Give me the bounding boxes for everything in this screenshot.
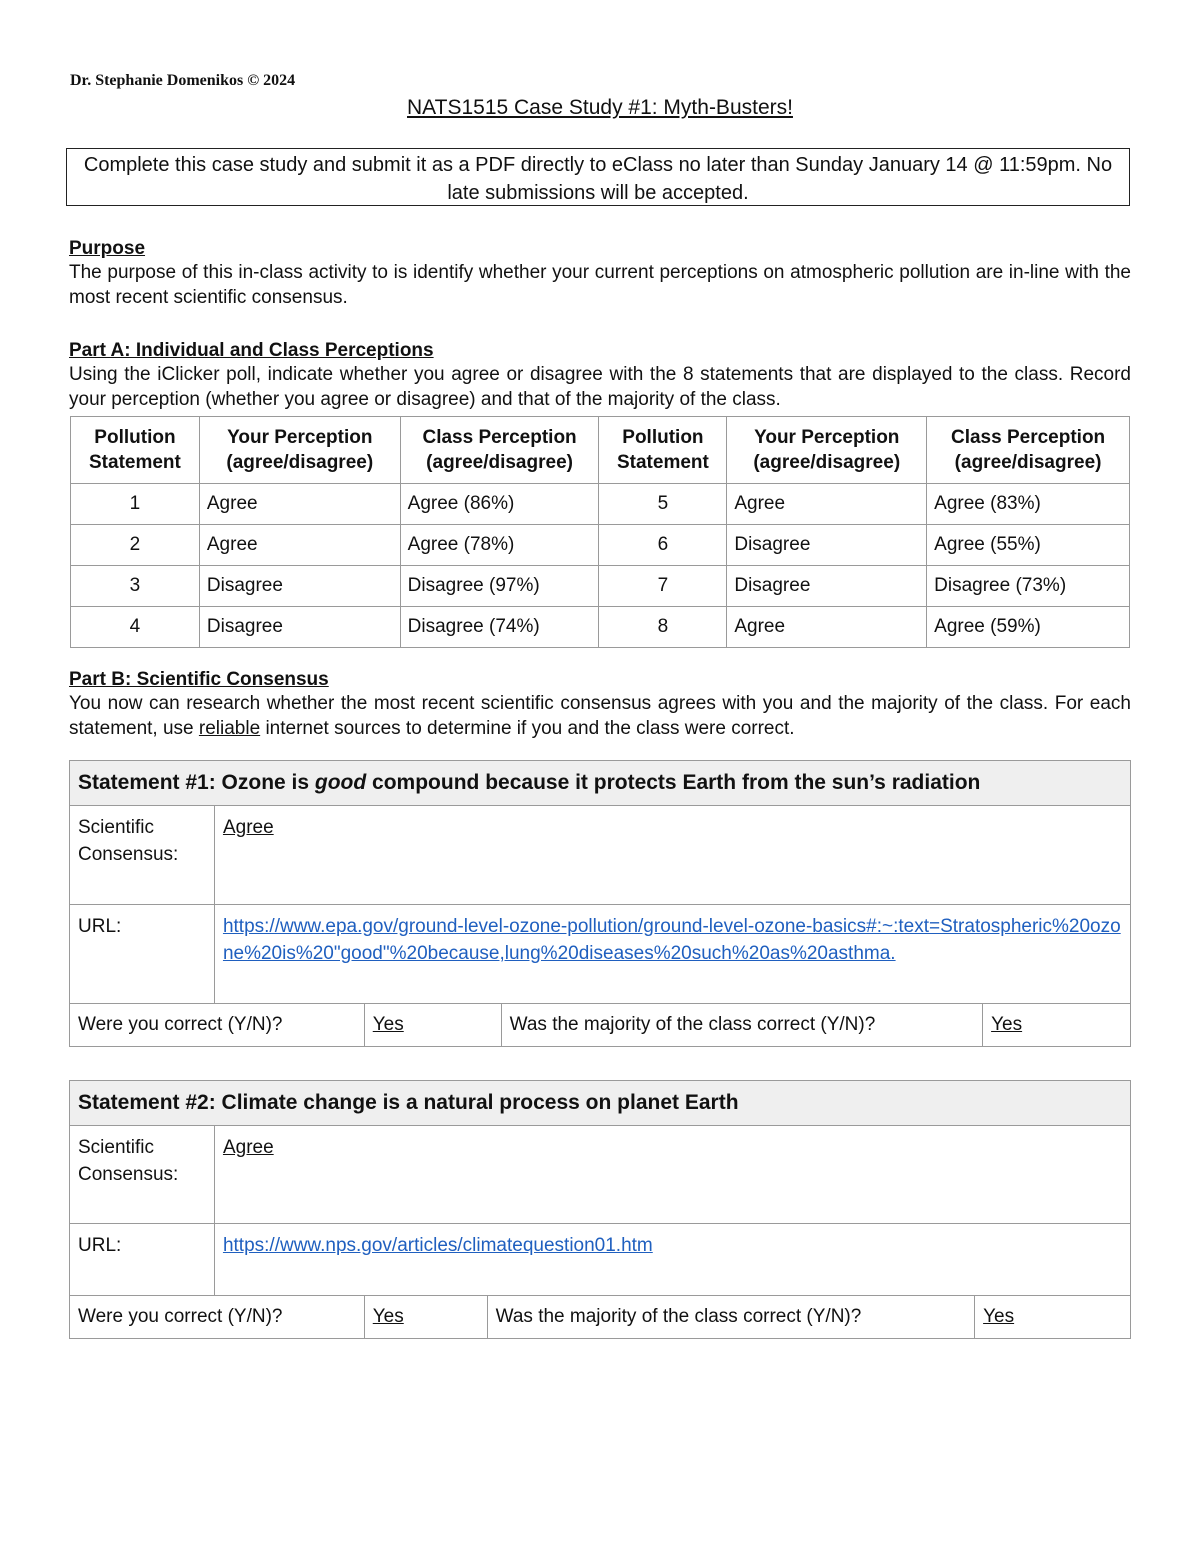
perception-table-header [71, 417, 1130, 484]
header-cell: Your Perception (agree/disagree) [727, 417, 927, 484]
table-row [71, 525, 1130, 566]
class-perception-cell: Agree (59%) [927, 607, 1130, 648]
your-perception-cell: Agree [199, 484, 400, 525]
header-cell: Class Perception (agree/disagree) [400, 417, 599, 484]
statement-number: 8 [599, 607, 727, 648]
part-a-heading: Part A: Individual and Class Perceptions [69, 340, 434, 361]
statement-2-table [69, 1080, 1131, 1339]
purpose-section [69, 238, 1131, 310]
header-cell: Pollution Statement [599, 417, 727, 484]
class-correct-label: Was the majority of the class correct (Y/N)? [487, 1296, 974, 1339]
table-row [71, 607, 1130, 648]
class-perception-cell: Agree (86%) [400, 484, 599, 525]
your-perception-cell: Agree [199, 525, 400, 566]
your-perception-cell: Disagree [727, 566, 927, 607]
class-perception-cell: Agree (78%) [400, 525, 599, 566]
purpose-text: The purpose of this in-class activity to is identify whether your current perceptions on atmospheric pollution are in-line with the most recent scientific consensus. [69, 262, 1131, 308]
header-cell: Pollution Statement [71, 417, 200, 484]
part-b-heading: Part B: Scientific Consensus [69, 669, 329, 690]
author-credit: Dr. Stephanie Domenikos © 2024 [70, 72, 296, 89]
class-correct-value: Yes [975, 1296, 1131, 1339]
you-correct-value: Yes [364, 1004, 501, 1047]
statement-title-start: Statement #1: Ozone is [78, 771, 315, 794]
source-url-link[interactable]: https://www.epa.gov/ground-level-ozone-pollution/ground-level-ozone-basics#:~:text=Stratospheric%20ozone%20is%20"good"%20because,lung%20diseases%20such%20as%20asthma. [214, 905, 1130, 1004]
you-correct-label: Were you correct (Y/N)? [70, 1296, 365, 1339]
part-b-section [69, 669, 1131, 741]
class-correct-value: Yes [983, 1004, 1131, 1047]
class-correct-label: Was the majority of the class correct (Y/N)? [501, 1004, 982, 1047]
class-perception-cell: Agree (83%) [927, 484, 1130, 525]
statement-2-title [70, 1081, 1131, 1126]
purpose-heading: Purpose [69, 238, 146, 259]
your-perception-cell: Disagree [199, 607, 400, 648]
statement-title-end: compound because it protects Earth from the sun’s radiation [366, 771, 981, 794]
part-b-text [69, 691, 1131, 741]
part-a-text: Using the iClicker poll, indicate whether you agree or disagree with the 8 statements that are displayed to the class. Record your perception (whether you agree or disagree) and that of the majority of the class. [69, 364, 1131, 410]
part-b-text-underlined: reliable [198, 718, 261, 739]
part-a-section [69, 340, 1131, 412]
class-perception-cell: Agree (55%) [927, 525, 1130, 566]
statement-1-table [69, 760, 1131, 1047]
consensus-value: Agree [214, 806, 1130, 905]
url-label: URL: [70, 1224, 215, 1296]
table-row [71, 566, 1130, 607]
statement-title-start: Statement #2: Climate change is a natural process on planet Earth [78, 1091, 739, 1114]
your-perception-cell: Disagree [727, 525, 927, 566]
statement-number: 5 [599, 484, 727, 525]
source-url-link[interactable]: https://www.nps.gov/articles/climatequestion01.htm [214, 1224, 1130, 1296]
consensus-label: Scientific Consensus: [70, 806, 215, 905]
perception-table [70, 416, 1130, 648]
header-cell: Your Perception (agree/disagree) [199, 417, 400, 484]
class-perception-cell: Disagree (97%) [400, 566, 599, 607]
your-perception-cell: Agree [727, 607, 927, 648]
header-cell: Class Perception (agree/disagree) [927, 417, 1130, 484]
part-b-text-end: internet sources to determine if you and the class were correct. [260, 718, 795, 739]
consensus-value: Agree [214, 1126, 1130, 1224]
statement-number: 7 [599, 566, 727, 607]
statement-number: 4 [71, 607, 200, 648]
your-perception-cell: Disagree [199, 566, 400, 607]
statement-title-italic: good [314, 771, 367, 794]
you-correct-value: Yes [364, 1296, 487, 1339]
table-row [71, 484, 1130, 525]
document-title: NATS1515 Case Study #1: Myth-Busters! [407, 96, 793, 119]
you-correct-label: Were you correct (Y/N)? [70, 1004, 365, 1047]
class-perception-cell: Disagree (74%) [400, 607, 599, 648]
statement-number: 2 [71, 525, 200, 566]
part-b-text-start: You now can research whether the most recent scientific consensus agrees with you and the majority of the class. For each statement, use [69, 693, 1131, 739]
statement-1-title [70, 761, 1131, 806]
class-perception-cell: Disagree (73%) [927, 566, 1130, 607]
your-perception-cell: Agree [727, 484, 927, 525]
submission-notice: Complete this case study and submit it as a PDF directly to eClass no later than Sunday January 14 @ 11:59pm. No late submissions will be accepted. [66, 148, 1130, 206]
statement-number: 6 [599, 525, 727, 566]
statement-number: 3 [71, 566, 200, 607]
url-label: URL: [70, 905, 215, 1004]
consensus-label: Scientific Consensus: [70, 1126, 215, 1224]
statement-number: 1 [71, 484, 200, 525]
